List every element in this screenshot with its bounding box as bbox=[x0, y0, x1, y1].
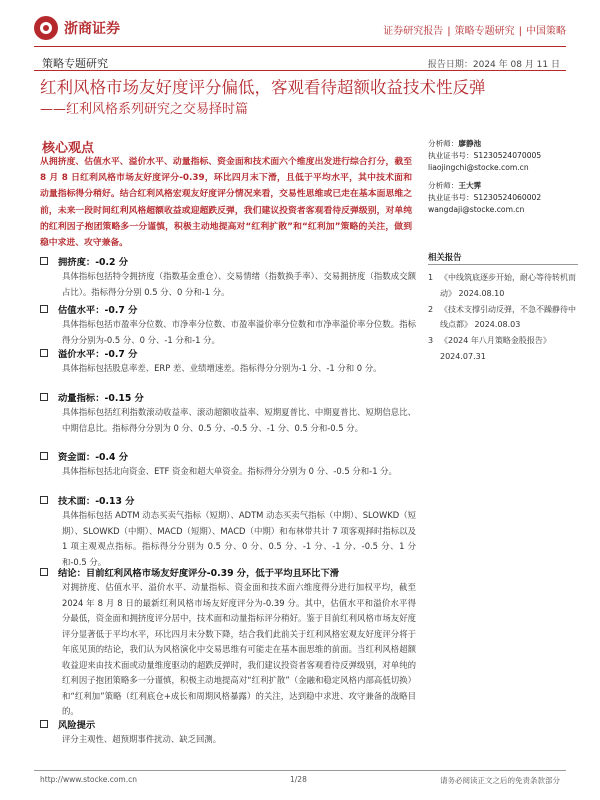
analyst-card bbox=[428, 180, 578, 216]
section-label: 溢价水平： bbox=[58, 349, 105, 360]
report-category-nav bbox=[383, 22, 566, 37]
section-body: 评分主观性、超预期事件扰动、缺乏回测。 bbox=[62, 734, 222, 744]
section-body: 具体指标包括北向资金、ETF 资金和超大单资金。指标得分分别为 0 分、-0.5 分和-1 分。 bbox=[62, 466, 397, 476]
related-report-item[interactable]: 1 《中线筑底逐步开始，耐心等待转机而动》 2024.08.10 bbox=[428, 273, 576, 298]
bullet-box-icon bbox=[40, 568, 48, 576]
report-date: 报告日期：2024 年 08 月 11 日 bbox=[427, 60, 560, 70]
section-body: 具体指标包括市盈率分位数、市净率分位数、市盈率溢价率分位数和市净率溢价率分位数。指标得分分别为-0.5 分、0 分、-1 分和-1 分。 bbox=[62, 319, 416, 345]
section-risk bbox=[40, 716, 416, 748]
section-body: 具体指标包括红利指数滚动收益率、滚动超额收益率、短期夏普比、中期夏普比、短期信息比、中期信息比。指标得分分别为 0 分、0.5 分、-0.5 分、-1 分、0.5 分和-0.5 分。 bbox=[62, 407, 416, 433]
section-body: 具体指标包括 ADTM 动态买卖气指标（短期）、ADTM 动态买卖气指标（中期）、SLOWKD（短期）、SLOWKD（中期）、MACD（短期）、MACD（中期）和布林带共计 7 项客观择时指标以及 1 项主观观点指标。指标得分分别为 0.5 分、0 分、0.5 分、-1 分、-1 分、-0.5 分、1 分和-0.5 分。 bbox=[62, 510, 416, 567]
section-conclusion bbox=[40, 564, 416, 720]
section-score: -0.13 分 bbox=[95, 496, 135, 507]
brand-logo-icon bbox=[34, 16, 58, 40]
section-premium bbox=[40, 345, 416, 377]
section-score: -0.7 分 bbox=[104, 305, 138, 316]
related-reports-list bbox=[428, 270, 576, 365]
section-label: 结论： bbox=[58, 568, 86, 579]
analyst-name: 廖静池 bbox=[458, 139, 482, 148]
bullet-box-icon bbox=[40, 305, 48, 313]
related-divider bbox=[428, 264, 578, 265]
section-label: 资金面： bbox=[58, 452, 96, 463]
separator: | bbox=[447, 26, 451, 37]
section-label: 估值水平： bbox=[58, 305, 105, 316]
footer-divider bbox=[34, 770, 566, 771]
analyst-license: 执业证书号：S1230524060002 bbox=[428, 193, 542, 202]
bullet-box-icon bbox=[40, 452, 48, 460]
page-number: 1/28 bbox=[290, 775, 307, 784]
analyst-role: 分析师： bbox=[428, 139, 459, 148]
report-title: 红利风格市场友好度评分偏低，客观看待超额收益技术性反弹 bbox=[40, 78, 486, 97]
analyst-card bbox=[428, 138, 578, 174]
section-valuation bbox=[40, 301, 416, 348]
core-view-heading: 核心观点 bbox=[42, 141, 95, 156]
brand-name: 浙商证券 bbox=[64, 21, 120, 37]
bullet-box-icon bbox=[40, 720, 48, 728]
section-momentum bbox=[40, 389, 416, 436]
analyst-email[interactable]: liaojingchi@stocke.com.cn bbox=[428, 163, 529, 172]
section-body: 对拥挤度、估值水平、溢价水平、动量指标、资金面和技术面六维度得分进行加权平均，截至 2024 年 8 月 8 日的最新红利风格市场友好度评分为-0.39 分。其中，估值水平和溢价水平得分最低，资金面和拥挤度评分居中，技术面和动量指标评分稍好。鉴于目前红利风格市场友好度评分显著低于平均水平，环比四月末分数下降，结合我们此前关于红利风格宏观友好度评分将于年底见顶的结论，我们认为风格演化中交易思维有可能走在基本面思维的前面。当红利风格超额收益迎来由技术面或动量维度驱动的超跌反弹时，我们建议投资者客观看待反弹级别，对单纯的红利因子抱团策略多一分谨慎，积极主动地提高对“红利扩散”（金融和稳定风格内部高低切换）和“红利加”策略（红利底仓+成长和周期风格暴露）的关注，达到稳中求进、攻守兼备的战略目的。 bbox=[62, 582, 416, 716]
section-score: 目前红利风格市场友好度评分-0.39 分，低于平均且环比下滑 bbox=[85, 568, 340, 579]
category-label: 中国策略 bbox=[526, 26, 566, 37]
section-score: -0.2 分 bbox=[95, 257, 129, 268]
related-reports-heading: 相关报告 bbox=[428, 252, 462, 262]
subheader-divider bbox=[34, 70, 566, 71]
section-body: 具体指标包括特令拥挤度（指数基金重仓）、交易情绪（指数换手率）、交易拥挤度（指数成交额占比）。指标得分分别 0.5 分、0 分和-1 分。 bbox=[62, 271, 416, 297]
bullet-box-icon bbox=[40, 496, 48, 504]
core-view-summary: 从拥挤度、估值水平、溢价水平、动量指标、资金面和技术面六个维度出发进行综合打分，截至 8 月 8 日红利风格市场友好度评分-0.39，环比四月末下滑，且低于平均水平，其中技术面和动量指标得分稍好。结合红利风格宏观友好度评分情况来看，交易性思维或已走在基本面思维之前，未来一段时间红利风格超额收益或迎超跌反弹，我们建议投资者客观看待反弹级别，对单纯的红利因子抱团策略多一分谨慎，积极主动地提高对“红利扩散”和“红利加”策略的关注，做到稳中求进、攻守兼备。 bbox=[40, 157, 412, 249]
analyst-email[interactable]: wangdaji@stocke.com.cn bbox=[428, 205, 525, 214]
analyst-name: 王大霁 bbox=[458, 181, 482, 190]
section-technical bbox=[40, 492, 416, 570]
bullet-box-icon bbox=[40, 257, 48, 265]
analyst-license: 执业证书号：S1230524070005 bbox=[428, 151, 542, 160]
section-score: -0.7 分 bbox=[104, 349, 138, 360]
brand-logo bbox=[34, 16, 120, 40]
footer-disclaimer: 请务必阅读正文之后的免责条款部分 bbox=[440, 776, 560, 785]
section-score: -0.15 分 bbox=[104, 393, 144, 404]
analyst-role: 分析师： bbox=[428, 181, 459, 190]
related-report-item[interactable]: 3 《2024 年八月策略金股报告》 2024.07.31 bbox=[428, 336, 551, 361]
section-crowding bbox=[40, 253, 416, 300]
doc-type-label: 策略专题研究 bbox=[42, 57, 108, 70]
separator: | bbox=[518, 26, 522, 37]
header-divider bbox=[34, 46, 566, 47]
bullet-box-icon bbox=[40, 393, 48, 401]
section-label: 动量指标： bbox=[58, 393, 105, 404]
report-subtitle: ——红利风格系列研究之交易择时篇 bbox=[40, 102, 249, 117]
section-body: 具体指标包括股息率差、ERP 差、业绩增速差。指标得分分别为-1 分、-1 分和 0 分。 bbox=[62, 363, 382, 373]
section-label: 风险提示 bbox=[58, 720, 96, 731]
category-label: 策略专题研究 bbox=[454, 26, 515, 37]
section-score: -0.4 分 bbox=[95, 452, 129, 463]
section-label: 技术面： bbox=[58, 496, 96, 507]
section-capital bbox=[40, 448, 416, 480]
section-label: 拥挤度： bbox=[58, 257, 96, 268]
category-label: 证券研究报告 bbox=[383, 26, 444, 37]
bullet-box-icon bbox=[40, 349, 48, 357]
footer-website-link[interactable]: http://www.stocke.com.cn bbox=[40, 775, 137, 784]
related-report-item[interactable]: 2 《技术支撑引动反弹，不急不躁静待中线点都》 2024.08.03 bbox=[428, 304, 576, 330]
